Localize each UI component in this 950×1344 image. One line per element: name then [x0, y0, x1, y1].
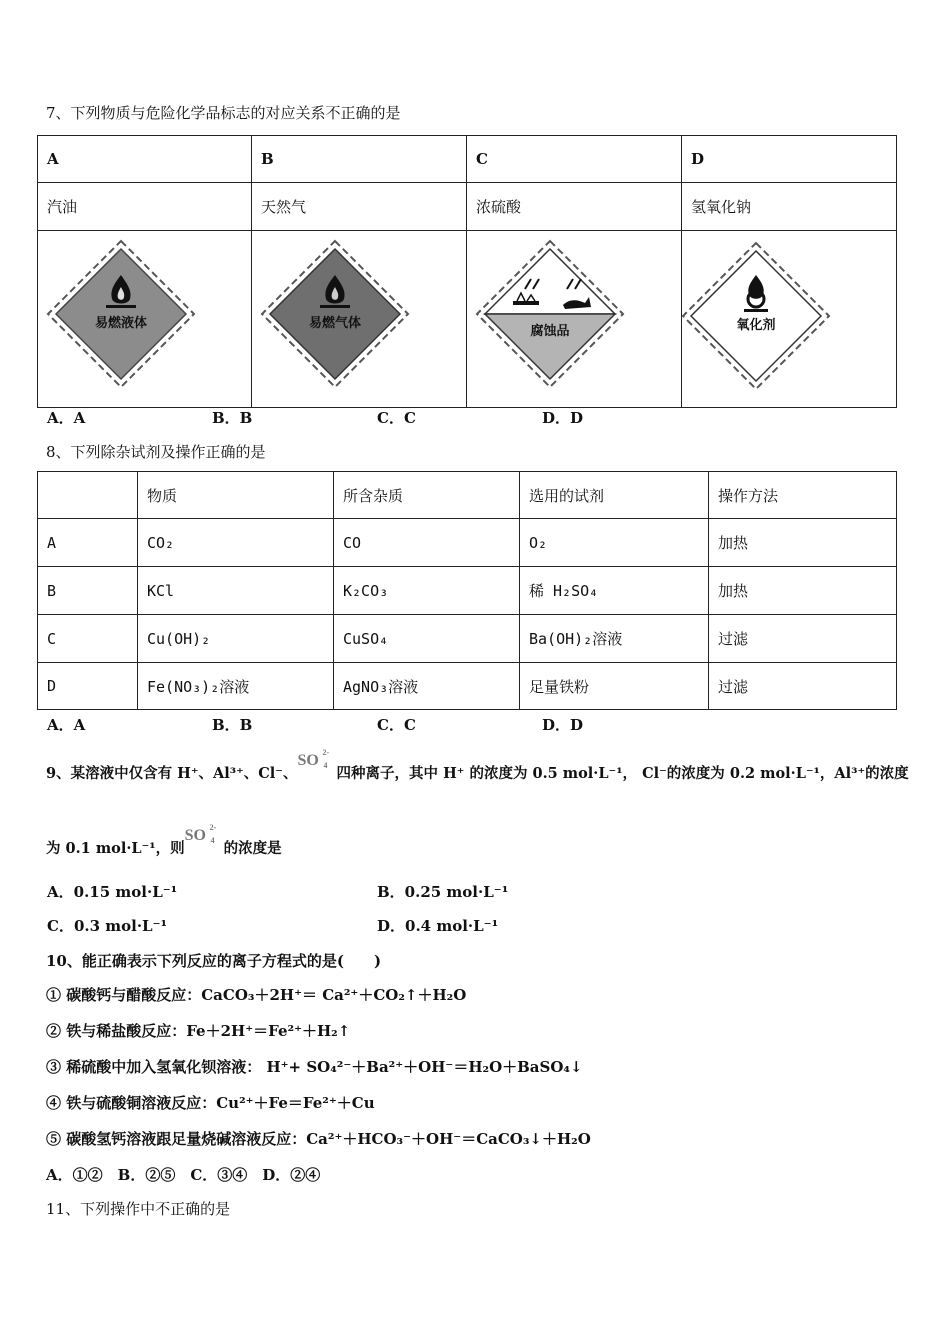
q10-options[interactable]: A．①② B．②⑤ C．③④ D．②④ — [46, 1166, 321, 1184]
q8-header-1: 物质 — [138, 472, 334, 519]
q8-option-c[interactable]: C．C — [377, 716, 416, 734]
q8-row-d-substance: Fe(NO₃)₂溶液 — [138, 663, 334, 710]
q9-stem-c: 为 0.1 mol·L⁻¹，则 — [46, 840, 185, 857]
q7-header-a: A — [38, 136, 252, 183]
q8-table — [37, 471, 897, 710]
q8-row-c-label: C — [38, 615, 138, 663]
flammable-gas-label: 易燃气体 — [308, 316, 362, 331]
oxidizer-diamond — [691, 251, 821, 381]
q8-row-a-impurity: CO — [334, 519, 520, 567]
q10-item-3: ③ 稀硫酸中加入氢氧化钡溶液： H⁺+ SO₄²⁻＋Ba²⁺＋OH⁻＝H₂O＋BaSO₄↓ — [46, 1058, 583, 1076]
q8-row-a-method: 加热 — [709, 519, 897, 567]
q9-stem-line2 — [46, 823, 282, 858]
q7-header-d: D — [682, 136, 897, 183]
q8-row-a-label: A — [38, 519, 138, 567]
q8-header-3: 选用的试剂 — [520, 472, 709, 519]
q9-option-a[interactable]: A．0.15 mol·L⁻¹ — [47, 883, 178, 901]
table-row — [38, 519, 897, 567]
q7-substance-d: 氢氧化钠 — [682, 183, 897, 231]
q7-substance-c: 浓硫酸 — [467, 183, 682, 231]
q10-stem: 10、能正确表示下列反应的离子方程式的是( ) — [46, 952, 382, 970]
q9-stem-line1 — [46, 748, 909, 783]
flammable-liquid-label: 易燃液体 — [94, 316, 148, 331]
oxidizer-label: 氧化剂 — [736, 318, 776, 333]
q7-sign-cell-c — [467, 231, 682, 408]
q8-row-b-reagent: 稀 H₂SO₄ — [520, 567, 709, 615]
q8-row-b-substance: KCl — [138, 567, 334, 615]
q8-option-b[interactable]: B．B — [212, 716, 253, 734]
q7-sign-cell-b — [252, 231, 467, 408]
q7-header-b: B — [252, 136, 467, 183]
q7-option-b[interactable]: B．B — [212, 409, 253, 427]
corrosive-sign — [467, 231, 682, 403]
flammable-liquid-sign — [38, 231, 252, 403]
q7-option-a[interactable]: A．A — [47, 409, 86, 427]
flammable-gas-diamond — [270, 249, 400, 379]
q7-stem: 7、下列物质与危险化学品标志的对应关系不正确的是 — [46, 104, 401, 122]
q8-row-d-method: 过滤 — [709, 663, 897, 710]
q9-option-c[interactable]: C．0.3 mol·L⁻¹ — [47, 917, 168, 935]
q8-option-d[interactable]: D．D — [542, 716, 584, 734]
q7-sign-cell-d — [682, 231, 897, 408]
q7-sign-cell-a — [38, 231, 252, 408]
q9-stem-d: 的浓度是 — [218, 840, 282, 857]
flammable-gas-sign — [252, 231, 467, 403]
q8-header-0 — [38, 472, 138, 519]
sulfate-ion-formula: SO 2- 4 — [184, 823, 217, 845]
q8-header-4: 操作方法 — [709, 472, 897, 519]
q8-row-a-reagent: O₂ — [520, 519, 709, 567]
q7-option-d[interactable]: D．D — [542, 409, 584, 427]
q10-item-5: ⑤ 碳酸氢钙溶液跟足量烧碱溶液反应：Ca²⁺＋HCO₃⁻＋OH⁻＝CaCO₃↓＋H₂O — [46, 1130, 591, 1148]
q8-row-c-impurity: CuSO₄ — [334, 615, 520, 663]
q8-row-d-label: D — [38, 663, 138, 710]
table-row — [38, 663, 897, 710]
corrosive-label: 腐蚀品 — [530, 324, 570, 339]
q8-header-2: 所含杂质 — [334, 472, 520, 519]
q8-row-b-impurity: K₂CO₃ — [334, 567, 520, 615]
q7-option-c[interactable]: C．C — [377, 409, 416, 427]
q8-stem: 8、下列除杂试剂及操作正确的是 — [46, 443, 266, 461]
q10-item-2: ② 铁与稀盐酸反应：Fe＋2H⁺＝Fe²⁺＋H₂↑ — [46, 1022, 351, 1040]
q9-option-d[interactable]: D．0.4 mol·L⁻¹ — [377, 917, 499, 935]
q9-option-b[interactable]: B．0.25 mol·L⁻¹ — [377, 883, 509, 901]
q8-row-d-reagent: 足量铁粉 — [520, 663, 709, 710]
q8-row-c-substance: Cu(OH)₂ — [138, 615, 334, 663]
table-row — [38, 615, 897, 663]
q10-item-1: ① 碳酸钙与醋酸反应：CaCO₃＋2H⁺＝ Ca²⁺＋CO₂↑＋H₂O — [46, 986, 467, 1004]
q8-row-c-reagent: Ba(OH)₂溶液 — [520, 615, 709, 663]
q8-row-c-method: 过滤 — [709, 615, 897, 663]
q10-item-4: ④ 铁与硫酸铜溶液反应：Cu²⁺＋Fe＝Fe²⁺＋Cu — [46, 1094, 375, 1112]
q7-table — [37, 135, 897, 408]
oxidizer-sign — [682, 231, 897, 403]
corrosive-diamond-top — [485, 249, 615, 314]
q8-row-d-impurity: AgNO₃溶液 — [334, 663, 520, 710]
q7-substance-a: 汽油 — [38, 183, 252, 231]
q9-stem-b: 四种离子，其中 H⁺ 的浓度为 0.5 mol·L⁻¹， Cl⁻的浓度为 0.2 mol·L⁻¹，Al³⁺的浓度 — [331, 765, 909, 782]
q8-option-a[interactable]: A．A — [47, 716, 86, 734]
q7-header-c: C — [467, 136, 682, 183]
sulfate-ion-formula: SO 2- 4 — [297, 748, 330, 770]
table-row — [38, 567, 897, 615]
q7-substance-b: 天然气 — [252, 183, 467, 231]
flammable-liquid-diamond — [56, 249, 186, 379]
q8-row-b-method: 加热 — [709, 567, 897, 615]
q11-stem: 11、下列操作中不正确的是 — [46, 1200, 231, 1218]
q9-stem-a: 9、某溶液中仅含有 H⁺、Al³⁺、Cl⁻、 — [46, 765, 298, 782]
q8-row-a-substance: CO₂ — [138, 519, 334, 567]
q8-row-b-label: B — [38, 567, 138, 615]
